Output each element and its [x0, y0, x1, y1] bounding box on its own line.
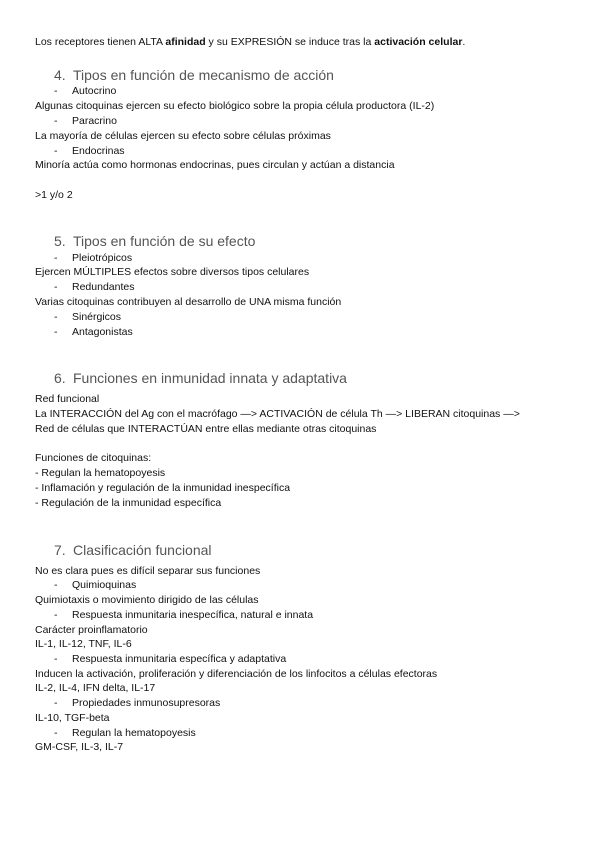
- section-number: 7.: [54, 542, 66, 558]
- bullet-text: Quimioquinas: [72, 579, 137, 591]
- bullet-dash: -: [54, 115, 58, 127]
- bullet-dash: -: [54, 252, 58, 264]
- body-text: Carácter proinflamatorio: [35, 624, 148, 636]
- bullet-dash: -: [54, 609, 58, 621]
- body-text: Algunas citoquinas ejercen su efecto biológico sobre la propia célula productora (IL-2): [35, 100, 435, 112]
- intro-text-1: Los receptores tienen ALTA: [35, 36, 166, 48]
- function-item: - Inflamación y regulación de la inmunidad inespecífica: [35, 482, 291, 494]
- section-title: Clasificación funcional: [73, 542, 212, 558]
- body-text: IL-1, IL-12, TNF, IL-6: [35, 638, 132, 650]
- bullet-text: Pleiotrópicos: [72, 252, 133, 264]
- section-4-heading: [54, 67, 334, 84]
- bullet-text: Respuesta inmunitaria específica y adaptativa: [72, 653, 287, 665]
- body-text: GM-CSF, IL-3, IL-7: [35, 741, 124, 753]
- bullet-dash: -: [54, 145, 58, 157]
- bullet-dash: -: [54, 579, 58, 591]
- section-title: Tipos en función de mecanismo de acción: [73, 67, 334, 83]
- bullet-dash: -: [54, 653, 58, 665]
- bullet-dash: -: [54, 727, 58, 739]
- intro-text-3: .: [462, 36, 466, 48]
- functions-title: Funciones de citoquinas:: [35, 452, 152, 464]
- section-number: 6.: [54, 370, 66, 386]
- bullet-text: Antagonistas: [72, 326, 133, 338]
- bullet-text: Respuesta inmunitaria inespecífica, natural e innata: [72, 609, 314, 621]
- bullet-text: Propiedades inmunosupresoras: [72, 697, 221, 709]
- body-text: IL-2, IL-4, IFN delta, IL-17: [35, 682, 156, 694]
- body-text: La INTERACCIÓN del Ag con el macrófago —> ACTIVACIÓN de célula Th —> LIBERAN citoquinas —>: [35, 408, 520, 420]
- section-title: Funciones en inmunidad innata y adaptativa: [73, 370, 347, 386]
- intro-bold-activation: activación celular: [374, 36, 463, 48]
- intro-text-2: y su EXPRESIÓN se induce tras la: [205, 36, 375, 48]
- bullet-dash: -: [54, 281, 58, 293]
- bullet-text: Autocrino: [72, 85, 117, 97]
- body-text: Inducen la activación, proliferación y diferenciación de los linfocitos a células efectoras: [35, 668, 438, 680]
- bullet-text: Sinérgicos: [72, 311, 122, 323]
- bullet-text: Paracrino: [72, 115, 117, 127]
- section-number: 4.: [54, 67, 66, 83]
- function-item: - Regulan la hematopoyesis: [35, 467, 166, 479]
- section-5-heading: [54, 233, 255, 250]
- intro-paragraph: [35, 36, 465, 49]
- body-text: Red de células que INTERACTÚAN entre ellas mediante otras citoquinas: [35, 423, 377, 435]
- body-text: Red funcional: [35, 393, 100, 405]
- bullet-dash: -: [54, 326, 58, 338]
- bullet-text: Regulan la hematopoyesis: [72, 727, 196, 739]
- body-text: La mayoría de células ejercen su efecto sobre células próximas: [35, 130, 331, 142]
- body-text: Quimiotaxis o movimiento dirigido de las células: [35, 594, 259, 606]
- bullet-dash: -: [54, 697, 58, 709]
- section-title: Tipos en función de su efecto: [73, 233, 256, 249]
- body-text: Varias citoquinas contribuyen al desarrollo de UNA misma función: [35, 296, 342, 308]
- intro-bold-affinity: afinidad: [165, 36, 206, 48]
- bullet-text: Endocrinas: [72, 145, 125, 157]
- section-7-heading: [54, 542, 212, 559]
- body-text: No es clara pues es difícil separar sus funciones: [35, 565, 261, 577]
- body-text: IL-10, TGF-beta: [35, 712, 110, 724]
- bullet-text: Redundantes: [72, 281, 135, 293]
- note-text: >1 y/o 2: [35, 189, 73, 201]
- body-text: Ejercen MÚLTIPLES efectos sobre diversos tipos celulares: [35, 266, 310, 278]
- bullet-dash: -: [54, 311, 58, 323]
- section-number: 5.: [54, 233, 66, 249]
- body-text: Minoría actúa como hormonas endocrinas, pues circulan y actúan a distancia: [35, 159, 395, 171]
- bullet-dash: -: [54, 85, 58, 97]
- section-6-heading: [54, 370, 347, 387]
- function-item: - Regulación de la inmunidad específica: [35, 497, 222, 509]
